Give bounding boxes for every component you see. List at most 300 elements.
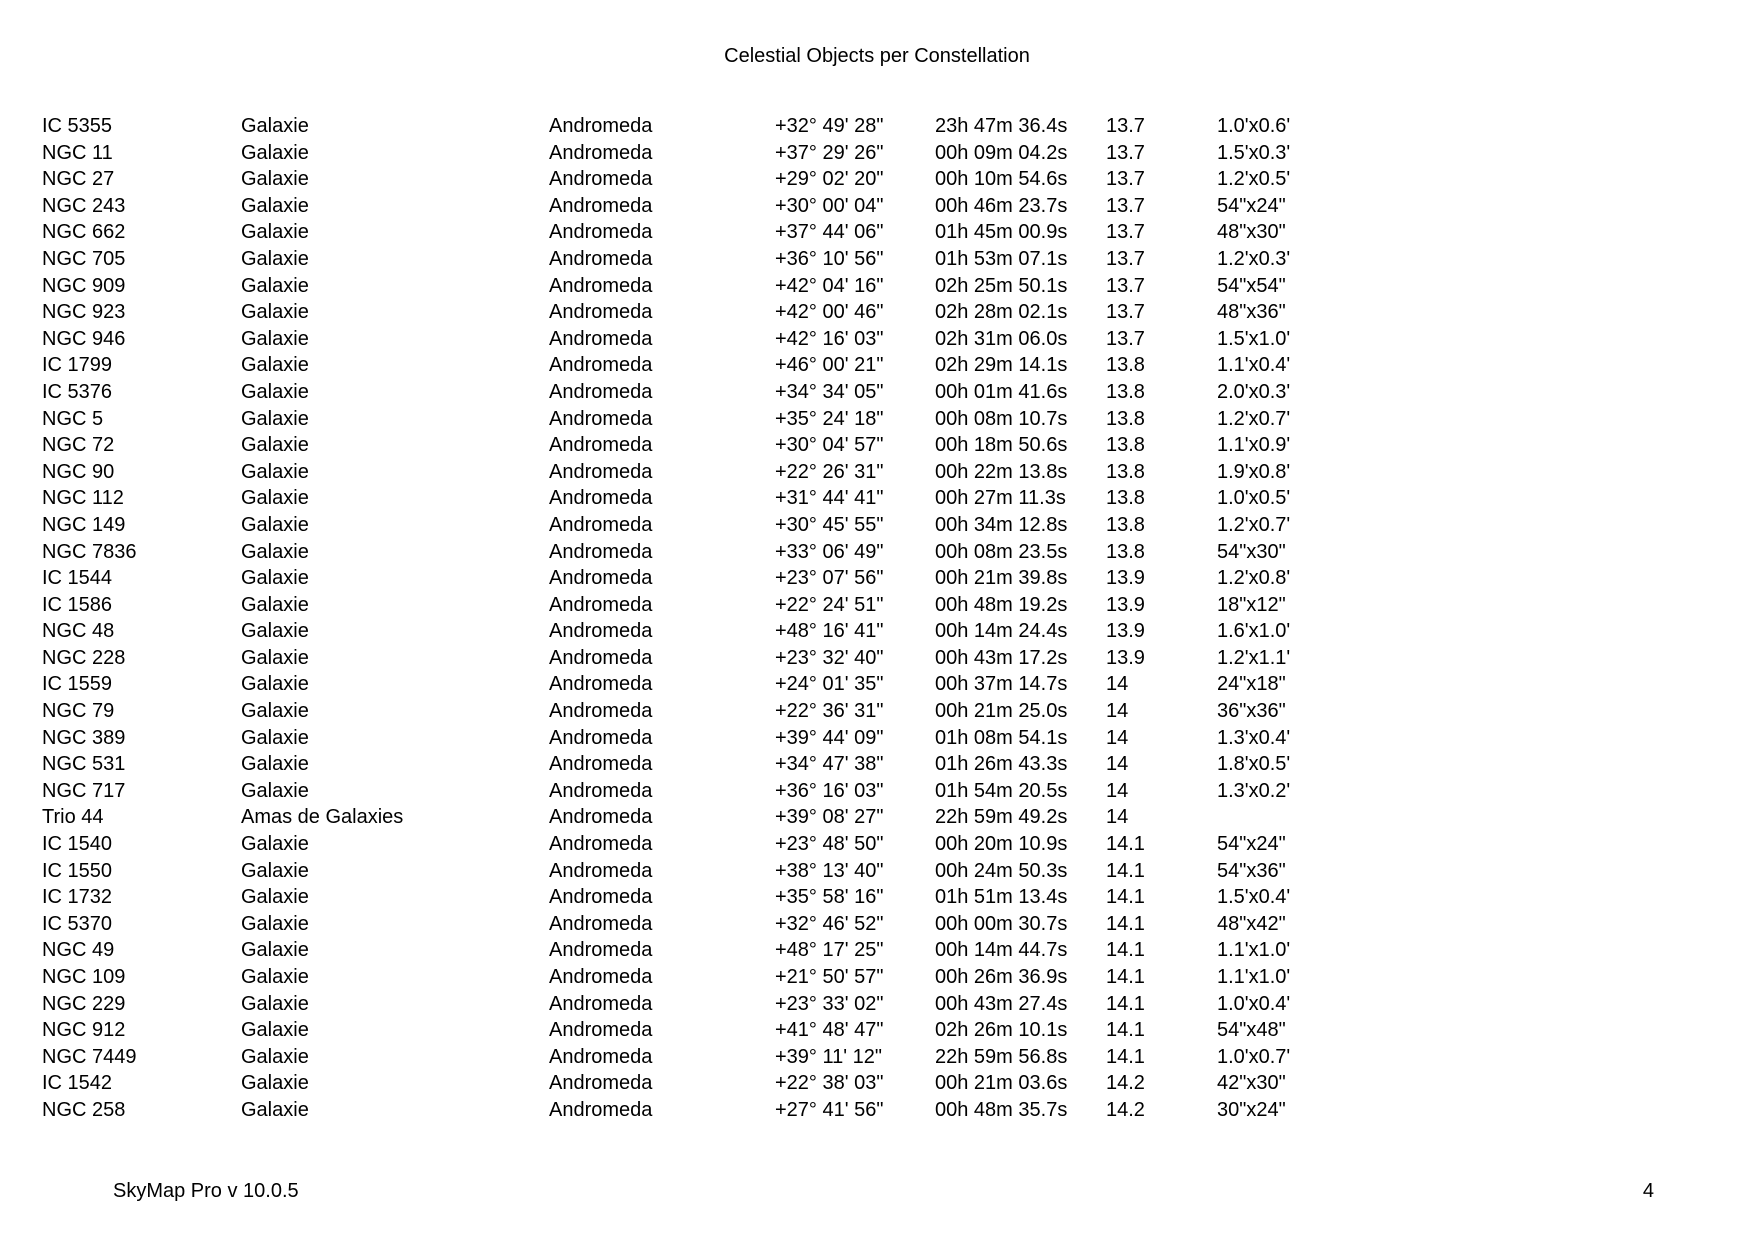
declination-cell: +34° 34' 05" [775,380,884,403]
table-row [42,937,1342,964]
magnitude-cell: 13.7 [1106,301,1145,324]
size-cell: 1.6'x1.0' [1217,620,1291,643]
table-row [42,618,1342,645]
object-name-cell: IC 1586 [42,593,113,616]
constellation-cell: Andromeda [549,380,653,403]
declination-cell: +39° 11' 12" [775,1045,882,1068]
object-type-cell: Galaxie [241,141,309,164]
magnitude-cell: 13.8 [1106,513,1145,536]
constellation-cell: Andromeda [549,939,653,962]
object-type-cell: Galaxie [241,646,309,669]
constellation-cell: Andromeda [549,1019,653,1042]
table-row [42,246,1342,273]
table-row [42,193,1342,220]
constellation-cell: Andromeda [549,301,653,324]
magnitude-cell: 13.7 [1106,327,1145,350]
table-row [42,1017,1342,1044]
object-type-cell: Galaxie [241,513,309,536]
object-type-cell: Galaxie [241,620,309,643]
size-cell: 1.5'x0.4' [1217,886,1291,909]
table-row [42,565,1342,592]
object-type-cell: Galaxie [241,194,309,217]
object-type-cell: Galaxie [241,115,309,137]
declination-cell: +34° 47' 38" [775,753,884,776]
declination-cell: +22° 38' 03" [775,1072,884,1095]
declination-cell: +39° 08' 27" [775,806,884,829]
object-type-cell: Galaxie [241,992,309,1015]
table-row [42,539,1342,566]
magnitude-cell: 13.8 [1106,407,1145,430]
table-row [42,858,1342,885]
declination-cell: +36° 10' 56" [775,247,884,270]
right-ascension-cell: 02h 25m 50.1s [935,274,1068,297]
table-row [42,911,1342,938]
constellation-cell: Andromeda [549,247,653,270]
declination-cell: +22° 24' 51" [775,593,884,616]
constellation-cell: Andromeda [549,1098,653,1121]
table-row [42,512,1342,539]
table-row [42,778,1342,805]
magnitude-cell: 13.7 [1106,221,1145,244]
right-ascension-cell: 00h 43m 17.2s [935,646,1068,669]
declination-cell: +24° 01' 35" [775,673,884,696]
size-cell: 1.8'x0.5' [1217,753,1291,776]
magnitude-cell: 14.1 [1106,886,1145,909]
declination-cell: +23° 33' 02" [775,992,884,1015]
right-ascension-cell: 00h 34m 12.8s [935,513,1068,536]
right-ascension-cell: 00h 08m 10.7s [935,407,1068,430]
object-name-cell: NGC 7449 [42,1045,137,1068]
constellation-cell: Andromeda [549,434,653,457]
table-row [42,459,1342,486]
declination-cell: +23° 48' 50" [775,833,884,856]
size-cell: 1.3'x0.2' [1217,779,1291,802]
right-ascension-cell: 00h 09m 04.2s [935,141,1068,164]
table-row [42,352,1342,379]
size-cell: 54"x54" [1217,274,1286,297]
magnitude-cell: 14.2 [1106,1098,1145,1121]
magnitude-cell: 14 [1106,726,1129,749]
object-type-cell: Galaxie [241,247,309,270]
right-ascension-cell: 01h 53m 07.1s [935,247,1068,270]
object-name-cell: IC 1544 [42,567,113,590]
magnitude-cell: 13.9 [1106,593,1145,616]
object-name-cell: IC 5370 [42,912,113,935]
magnitude-cell: 14.1 [1106,1045,1145,1068]
constellation-cell: Andromeda [549,567,653,590]
table-row [42,485,1342,512]
object-name-cell: IC 1559 [42,673,113,696]
declination-cell: +23° 32' 40" [775,646,884,669]
right-ascension-cell: 00h 26m 36.9s [935,966,1068,988]
table-row [42,1044,1342,1071]
object-name-cell: NGC 258 [42,1098,126,1121]
right-ascension-cell: 00h 14m 44.7s [935,939,1068,962]
right-ascension-cell: 01h 45m 00.9s [935,221,1068,244]
right-ascension-cell: 00h 22m 13.8s [935,460,1068,483]
object-type-cell: Galaxie [241,886,309,909]
constellation-cell: Andromeda [549,168,653,191]
right-ascension-cell: 00h 00m 30.7s [935,912,1068,935]
constellation-cell: Andromeda [549,859,653,882]
size-cell: 1.1'x0.9' [1217,434,1291,457]
magnitude-cell: 13.8 [1106,460,1145,483]
magnitude-cell: 14 [1106,673,1129,696]
object-name-cell: NGC 912 [42,1019,126,1042]
size-cell: 54"x24" [1217,194,1286,217]
magnitude-cell: 13.9 [1106,567,1145,590]
table-row [42,698,1342,725]
right-ascension-cell: 00h 10m 54.6s [935,168,1068,191]
object-name-cell: NGC 243 [42,194,126,217]
size-cell: 1.0'x0.7' [1217,1045,1291,1068]
object-type-cell: Galaxie [241,939,309,962]
magnitude-cell: 13.7 [1106,247,1145,270]
right-ascension-cell: 01h 26m 43.3s [935,753,1068,776]
constellation-cell: Andromeda [549,833,653,856]
object-type-cell: Galaxie [241,966,309,988]
declination-cell: +30° 45' 55" [775,513,884,536]
object-type-cell: Galaxie [241,1045,309,1068]
size-cell: 1.0'x0.4' [1217,992,1291,1015]
declination-cell: +32° 49' 28" [775,115,884,137]
right-ascension-cell: 00h 48m 19.2s [935,593,1068,616]
size-cell: 1.2'x0.7' [1217,513,1291,536]
constellation-cell: Andromeda [549,194,653,217]
table-row [42,804,1342,831]
object-name-cell: NGC 27 [42,168,115,191]
object-type-cell: Galaxie [241,567,309,590]
object-name-cell: IC 1550 [42,859,113,882]
magnitude-cell: 13.9 [1106,646,1145,669]
object-type-cell: Galaxie [241,859,309,882]
object-name-cell: NGC 11 [42,141,113,164]
object-name-cell: NGC 149 [42,513,126,536]
declination-cell: +41° 48' 47" [775,1019,884,1042]
table-row [42,299,1342,326]
table-row [42,273,1342,300]
size-cell: 1.1'x1.0' [1217,966,1291,988]
table-row [42,166,1342,193]
right-ascension-cell: 00h 14m 24.4s [935,620,1068,643]
object-name-cell: NGC 228 [42,646,126,669]
right-ascension-cell: 00h 20m 10.9s [935,833,1068,856]
footer-software-label: SkyMap Pro v 10.0.5 [113,1180,299,1202]
declination-cell: +42° 04' 16" [775,274,884,297]
table-row [42,140,1342,167]
constellation-cell: Andromeda [549,487,653,510]
object-type-cell: Galaxie [241,301,309,324]
size-cell: 54"x30" [1217,540,1286,563]
declination-cell: +48° 16' 41" [775,620,884,643]
magnitude-cell: 13.8 [1106,354,1145,377]
object-name-cell: NGC 5 [42,407,104,430]
magnitude-cell: 14.1 [1106,833,1145,856]
magnitude-cell: 14.1 [1106,859,1145,882]
declination-cell: +27° 41' 56" [775,1098,884,1121]
constellation-cell: Andromeda [549,593,653,616]
magnitude-cell: 14.1 [1106,1019,1145,1042]
declination-cell: +42° 00' 46" [775,301,884,324]
object-name-cell: NGC 717 [42,779,126,802]
constellation-cell: Andromeda [549,540,653,563]
object-type-cell: Galaxie [241,593,309,616]
object-name-cell: NGC 662 [42,221,126,244]
right-ascension-cell: 00h 08m 23.5s [935,540,1068,563]
right-ascension-cell: 22h 59m 56.8s [935,1045,1068,1068]
size-cell: 54"x48" [1217,1019,1286,1042]
size-cell: 48"x36" [1217,301,1286,324]
size-cell: 1.1'x0.4' [1217,354,1291,377]
magnitude-cell: 14 [1106,700,1129,723]
object-type-cell: Galaxie [241,673,309,696]
constellation-cell: Andromeda [549,354,653,377]
declination-cell: +33° 06' 49" [775,540,884,563]
object-type-cell: Galaxie [241,753,309,776]
object-type-cell: Galaxie [241,221,309,244]
magnitude-cell: 14 [1106,753,1129,776]
constellation-cell: Andromeda [549,966,653,988]
magnitude-cell: 13.7 [1106,168,1145,191]
declination-cell: +22° 26' 31" [775,460,884,483]
constellation-cell: Andromeda [549,753,653,776]
declination-cell: +31° 44' 41" [775,487,884,510]
table-row [42,326,1342,353]
constellation-cell: Andromeda [549,1072,653,1095]
object-name-cell: NGC 90 [42,460,115,483]
page-title: Celestial Objects per Constellation [724,45,1030,67]
table-row [42,645,1342,672]
size-cell: 1.3'x0.4' [1217,726,1291,749]
object-name-cell: NGC 923 [42,301,126,324]
constellation-cell: Andromeda [549,513,653,536]
magnitude-cell: 14.1 [1106,966,1145,988]
right-ascension-cell: 00h 37m 14.7s [935,673,1068,696]
constellation-cell: Andromeda [549,1045,653,1068]
table-row [42,751,1342,778]
object-type-cell: Galaxie [241,434,309,457]
right-ascension-cell: 00h 46m 23.7s [935,194,1068,217]
declination-cell: +22° 36' 31" [775,700,884,723]
object-type-cell: Galaxie [241,460,309,483]
right-ascension-cell: 01h 51m 13.4s [935,886,1068,909]
right-ascension-cell: 00h 21m 39.8s [935,567,1068,590]
size-cell: 1.2'x0.7' [1217,407,1291,430]
table-row [42,964,1342,991]
object-name-cell: NGC 109 [42,966,126,988]
size-cell: 42"x30" [1217,1072,1286,1095]
declination-cell: +35° 24' 18" [775,407,884,430]
object-type-cell: Galaxie [241,327,309,350]
object-type-cell: Galaxie [241,700,309,723]
size-cell: 1.1'x1.0' [1217,939,1291,962]
right-ascension-cell: 00h 01m 41.6s [935,380,1068,403]
object-name-cell: NGC 531 [42,753,126,776]
constellation-cell: Andromeda [549,115,653,137]
declination-cell: +36° 16' 03" [775,779,884,802]
magnitude-cell: 13.9 [1106,620,1145,643]
object-type-cell: Galaxie [241,407,309,430]
size-cell: 1.2'x0.3' [1217,247,1291,270]
object-type-cell: Galaxie [241,912,309,935]
right-ascension-cell: 02h 29m 14.1s [935,354,1068,377]
size-cell: 1.9'x0.8' [1217,460,1291,483]
declination-cell: +32° 46' 52" [775,912,884,935]
constellation-cell: Andromeda [549,274,653,297]
object-name-cell: IC 1540 [42,833,113,856]
object-name-cell: IC 5355 [42,115,113,137]
object-type-cell: Galaxie [241,779,309,802]
object-type-cell: Galaxie [241,540,309,563]
object-name-cell: NGC 112 [42,487,124,510]
object-type-cell: Galaxie [241,487,309,510]
object-name-cell: NGC 79 [42,700,115,723]
magnitude-cell: 13.7 [1106,115,1145,137]
table-row [42,379,1342,406]
constellation-cell: Andromeda [549,912,653,935]
declination-cell: +37° 44' 06" [775,221,884,244]
constellation-cell: Andromeda [549,992,653,1015]
object-name-cell: NGC 909 [42,274,126,297]
object-table [42,113,1342,1124]
table-row [42,1097,1342,1124]
object-name-cell: Trio 44 [42,806,104,829]
object-name-cell: NGC 7836 [42,540,137,563]
size-cell: 18"x12" [1217,593,1286,616]
object-name-cell: NGC 705 [42,247,126,270]
size-cell: 1.5'x1.0' [1217,327,1291,350]
right-ascension-cell: 00h 21m 25.0s [935,700,1068,723]
object-type-cell: Galaxie [241,1072,309,1095]
constellation-cell: Andromeda [549,407,653,430]
size-cell: 1.2'x0.8' [1217,567,1291,590]
right-ascension-cell: 02h 31m 06.0s [935,327,1068,350]
size-cell: 48"x30" [1217,221,1286,244]
object-name-cell: IC 1542 [42,1072,113,1095]
size-cell: 54"x36" [1217,859,1286,882]
object-type-cell: Galaxie [241,1019,309,1042]
right-ascension-cell: 00h 48m 35.7s [935,1098,1068,1121]
object-type-cell: Galaxie [241,380,309,403]
constellation-cell: Andromeda [549,141,653,164]
magnitude-cell: 13.8 [1106,434,1145,457]
table-row [42,113,1342,140]
right-ascension-cell: 23h 47m 36.4s [935,115,1068,137]
declination-cell: +39° 44' 09" [775,726,884,749]
object-type-cell: Galaxie [241,1098,309,1121]
declination-cell: +46° 00' 21" [775,354,884,377]
constellation-cell: Andromeda [549,620,653,643]
object-name-cell: NGC 72 [42,434,115,457]
size-cell: 1.0'x0.6' [1217,115,1291,137]
table-row [42,725,1342,752]
size-cell: 1.0'x0.5' [1217,487,1291,510]
object-type-cell: Galaxie [241,354,309,377]
size-cell: 54"x24" [1217,833,1286,856]
magnitude-cell: 14 [1106,806,1129,829]
table-row [42,432,1342,459]
magnitude-cell: 14.1 [1106,992,1145,1015]
table-row [42,406,1342,433]
size-cell: 1.5'x0.3' [1217,141,1291,164]
magnitude-cell: 14 [1106,779,1129,802]
size-cell: 1.2'x1.1' [1217,646,1291,669]
right-ascension-cell: 22h 59m 49.2s [935,806,1068,829]
right-ascension-cell: 00h 27m 11.3s [935,487,1066,510]
constellation-cell: Andromeda [549,221,653,244]
right-ascension-cell: 01h 54m 20.5s [935,779,1068,802]
object-type-cell: Amas de Galaxies [241,806,404,829]
declination-cell: +29° 02' 20" [775,168,884,191]
magnitude-cell: 13.7 [1106,141,1145,164]
declination-cell: +38° 13' 40" [775,859,884,882]
size-cell: 30"x24" [1217,1098,1286,1121]
magnitude-cell: 13.8 [1106,540,1145,563]
right-ascension-cell: 00h 21m 03.6s [935,1072,1068,1095]
object-name-cell: IC 1799 [42,354,113,377]
constellation-cell: Andromeda [549,700,653,723]
object-type-cell: Galaxie [241,274,309,297]
constellation-cell: Andromeda [549,460,653,483]
size-cell: 48"x42" [1217,912,1286,935]
right-ascension-cell: 02h 26m 10.1s [935,1019,1068,1042]
constellation-cell: Andromeda [549,886,653,909]
right-ascension-cell: 00h 18m 50.6s [935,434,1068,457]
page-number: 4 [1642,1180,1654,1202]
declination-cell: +42° 16' 03" [775,327,884,350]
right-ascension-cell: 02h 28m 02.1s [935,301,1068,324]
size-cell: 36"x36" [1217,700,1286,723]
right-ascension-cell: 00h 43m 27.4s [935,992,1068,1015]
declination-cell: +35° 58' 16" [775,886,884,909]
object-name-cell: IC 5376 [42,380,113,403]
magnitude-cell: 13.8 [1106,487,1145,510]
magnitude-cell: 14.2 [1106,1072,1145,1095]
magnitude-cell: 14.1 [1106,939,1145,962]
constellation-cell: Andromeda [549,673,653,696]
declination-cell: +30° 00' 04" [775,194,884,217]
constellation-cell: Andromeda [549,726,653,749]
constellation-cell: Andromeda [549,646,653,669]
table-row [42,1070,1342,1097]
size-cell: 2.0'x0.3' [1217,380,1291,403]
magnitude-cell: 13.8 [1106,380,1145,403]
declination-cell: +21° 50' 57" [775,966,884,988]
constellation-cell: Andromeda [549,779,653,802]
table-row [42,592,1342,619]
right-ascension-cell: 01h 08m 54.1s [935,726,1068,749]
object-type-cell: Galaxie [241,168,309,191]
declination-cell: +30° 04' 57" [775,434,884,457]
object-name-cell: NGC 946 [42,327,126,350]
object-name-cell: NGC 48 [42,620,115,643]
object-name-cell: IC 1732 [42,886,113,909]
table-row [42,991,1342,1018]
declination-cell: +23° 07' 56" [775,567,884,590]
declination-cell: +37° 29' 26" [775,141,884,164]
table-row [42,219,1342,246]
object-type-cell: Galaxie [241,833,309,856]
object-name-cell: NGC 49 [42,939,115,962]
object-name-cell: NGC 389 [42,726,126,749]
size-cell: 1.2'x0.5' [1217,168,1291,191]
table-row [42,884,1342,911]
table-row [42,671,1342,698]
table-row [42,831,1342,858]
declination-cell: +48° 17' 25" [775,939,884,962]
magnitude-cell: 13.7 [1106,194,1145,217]
constellation-cell: Andromeda [549,806,653,829]
